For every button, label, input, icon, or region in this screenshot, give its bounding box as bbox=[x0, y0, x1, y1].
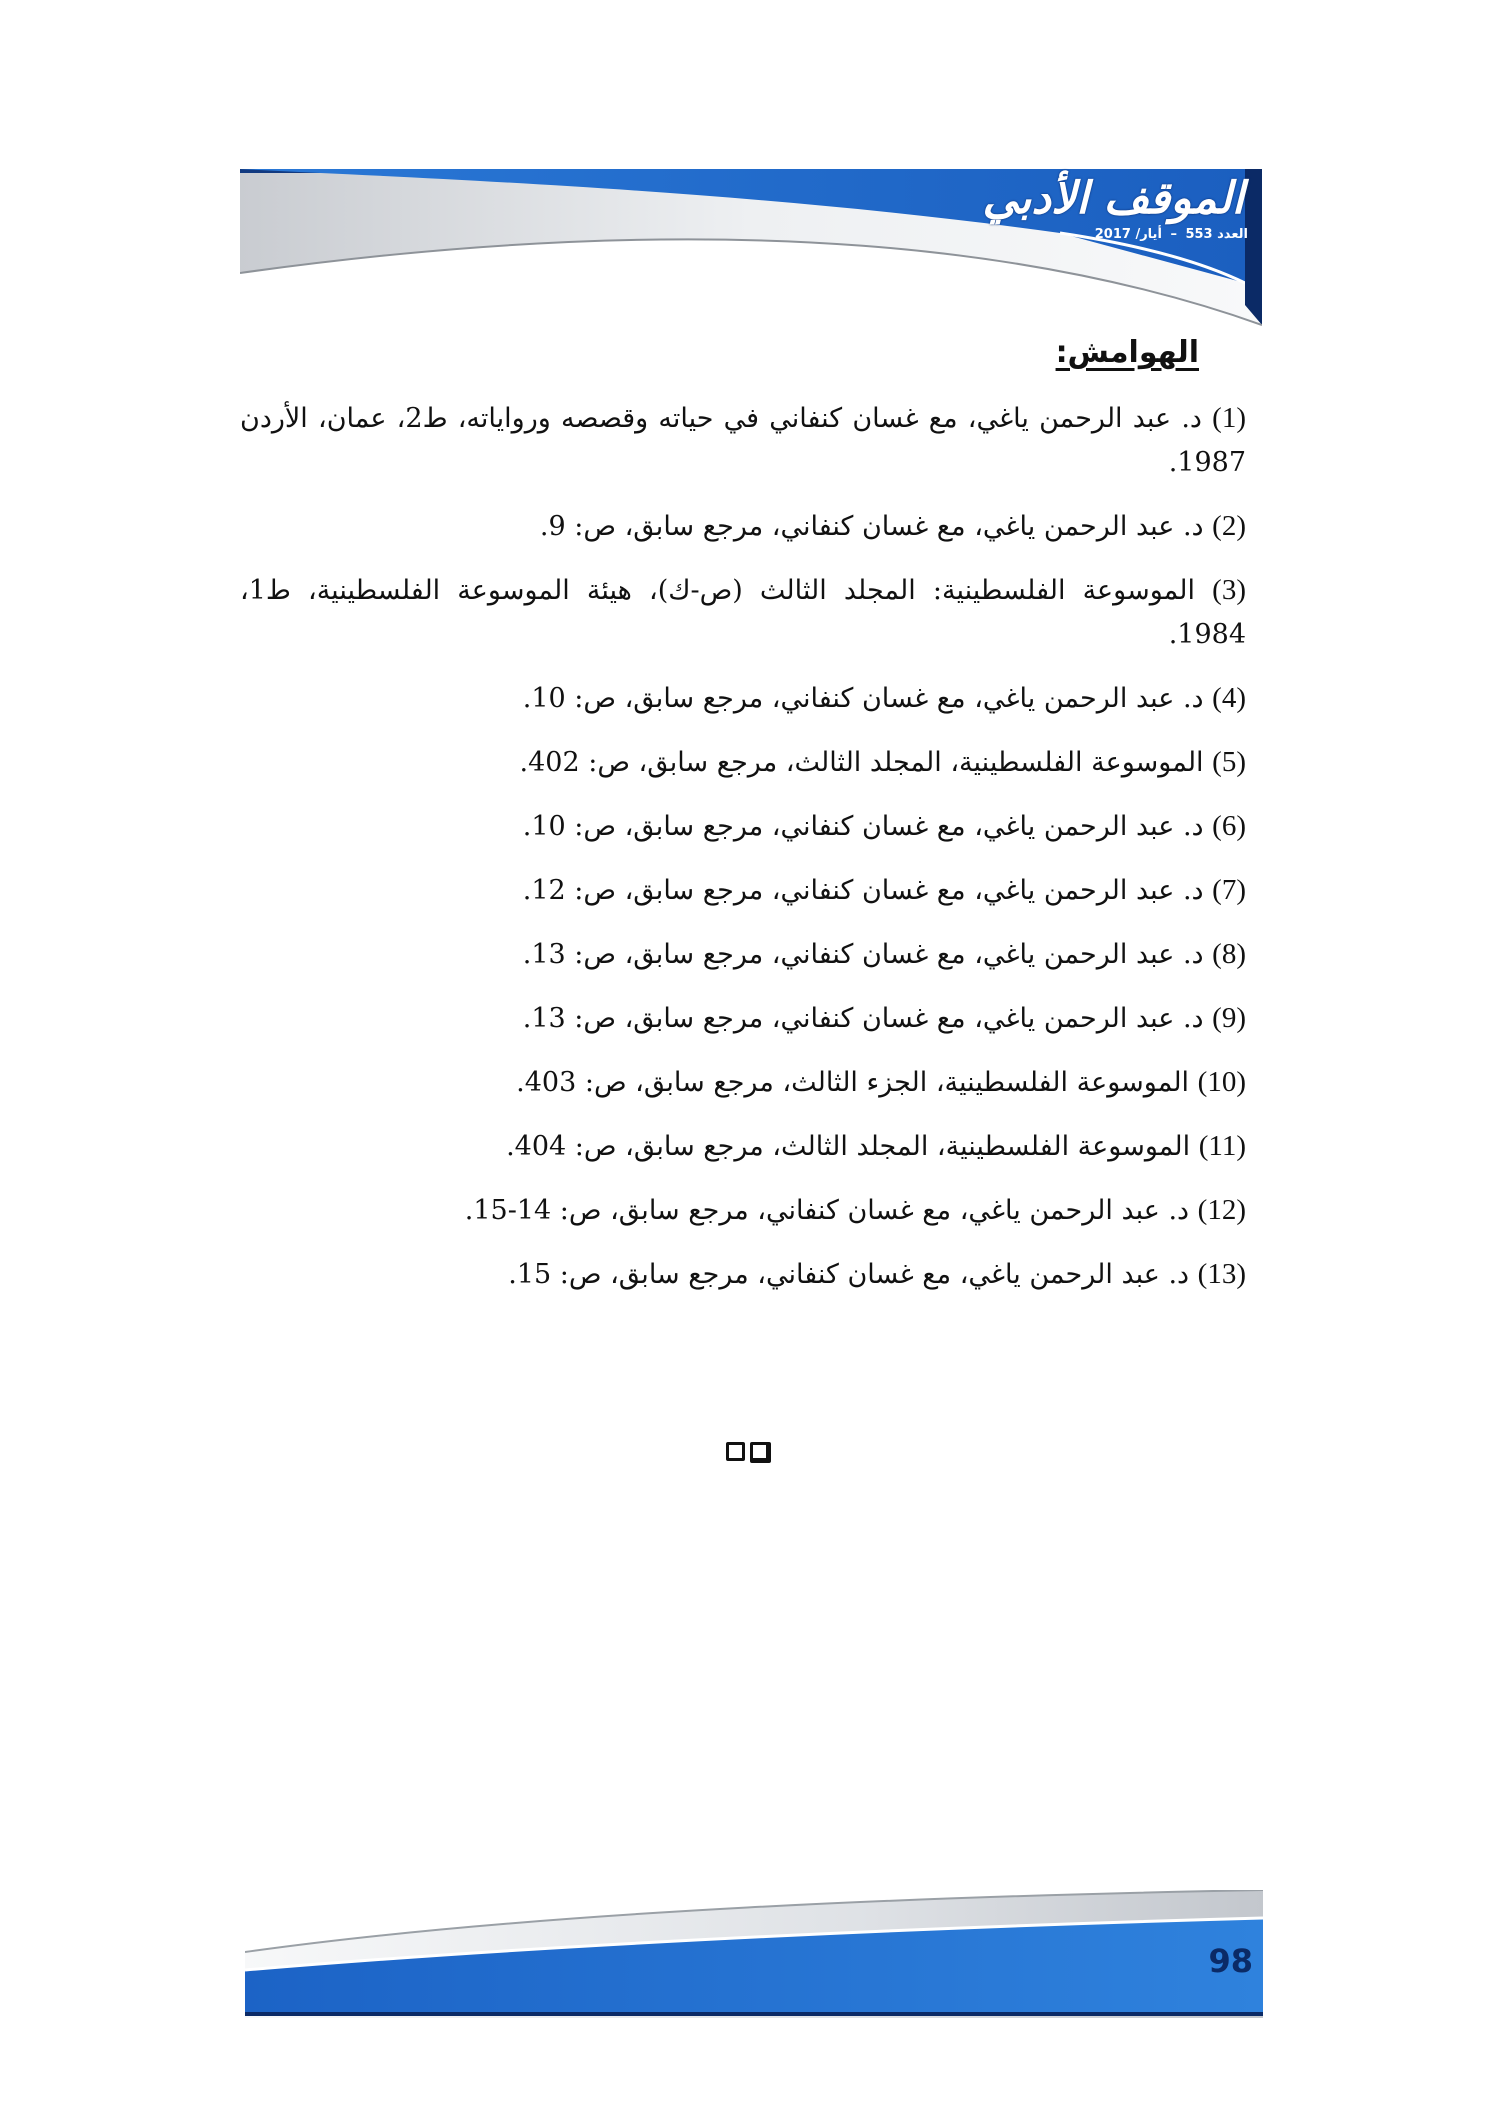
notes-heading: الهوامش: bbox=[1055, 335, 1199, 370]
footnote-text: د. عبد الرحمن ياغي، مع غسان كنفاني، مرجع سابق، ص: 9. bbox=[539, 511, 1204, 542]
footnote-text: د. عبد الرحمن ياغي، مع غسان كنفاني، مرجع سابق، ص: 15. bbox=[508, 1259, 1190, 1290]
footnote-number: (11) bbox=[1198, 1130, 1246, 1162]
footnote-text: د. عبد الرحمن ياغي، مع غسان كنفاني، مرجع سابق، ص: 13. bbox=[522, 939, 1204, 970]
footnote-text: الموسوعة الفلسطينية: المجلد الثالث (ص-ك)، هيئة الموسوعة الفلسطينية، ط1، 1984. bbox=[240, 575, 1246, 650]
page-footer bbox=[245, 1890, 1263, 2018]
double-square-icon bbox=[726, 1442, 771, 1463]
footnote-item bbox=[240, 396, 1246, 485]
footnote-number: (1) bbox=[1212, 402, 1246, 434]
footnote-number: (13) bbox=[1197, 1258, 1246, 1290]
footnote-item bbox=[240, 1060, 1246, 1105]
footnote-item bbox=[240, 1188, 1246, 1233]
footer-banner-graphic bbox=[245, 1890, 1263, 2018]
footnote-text: د. عبد الرحمن ياغي، مع غسان كنفاني، مرجع سابق، ص: 12. bbox=[522, 875, 1204, 906]
footnote-number: (5) bbox=[1212, 746, 1246, 778]
page-header bbox=[240, 165, 1262, 335]
footnote-text: د. عبد الرحمن ياغي، مع غسان كنفاني، مرجع سابق، ص: 10. bbox=[522, 683, 1204, 714]
footnote-number: (10) bbox=[1197, 1066, 1246, 1098]
issue-separator: – bbox=[1170, 227, 1177, 242]
footnote-number: (6) bbox=[1212, 810, 1246, 842]
issue-info bbox=[1091, 227, 1248, 242]
footnote-number: (7) bbox=[1212, 874, 1246, 906]
notes-list bbox=[240, 396, 1246, 1316]
footnote-item bbox=[240, 1124, 1246, 1169]
magazine-title: الموقف الأدبي bbox=[982, 173, 1244, 224]
issue-number: العدد 553 bbox=[1185, 227, 1248, 242]
issue-date: أيار/ 2017 bbox=[1094, 227, 1162, 242]
footnote-number: (9) bbox=[1212, 1002, 1246, 1034]
footnote-item bbox=[240, 568, 1246, 657]
footnote-item bbox=[240, 676, 1246, 721]
footnote-text: الموسوعة الفلسطينية، المجلد الثالث، مرجع سابق، ص: 402. bbox=[519, 747, 1204, 778]
footnote-item bbox=[240, 868, 1246, 913]
footnote-number: (12) bbox=[1197, 1194, 1246, 1226]
footnote-number: (3) bbox=[1212, 574, 1246, 606]
footnote-item bbox=[240, 504, 1246, 549]
footnote-item bbox=[240, 740, 1246, 785]
footnote-item bbox=[240, 932, 1246, 977]
footnote-text: د. عبد الرحمن ياغي، مع غسان كنفاني، مرجع سابق، ص: 13. bbox=[522, 1003, 1204, 1034]
footnote-text: د. عبد الرحمن ياغي، مع غسان كنفاني في حياته وقصصه ورواياته، ط2، عمان، الأردن 1987. bbox=[240, 403, 1246, 478]
footnote-text: د. عبد الرحمن ياغي، مع غسان كنفاني، مرجع سابق، ص: 10. bbox=[522, 811, 1204, 842]
page-number: 98 bbox=[1208, 1942, 1253, 1980]
footnote-number: (2) bbox=[1212, 510, 1246, 542]
footnote-item bbox=[240, 804, 1246, 849]
footnote-text: الموسوعة الفلسطينية، المجلد الثالث، مرجع سابق، ص: 404. bbox=[506, 1131, 1191, 1162]
footnote-number: (4) bbox=[1212, 682, 1246, 714]
footnote-number: (8) bbox=[1212, 938, 1246, 970]
footnote-text: الموسوعة الفلسطينية، الجزء الثالث، مرجع سابق، ص: 403. bbox=[516, 1067, 1190, 1098]
footnote-text: د. عبد الرحمن ياغي، مع غسان كنفاني، مرجع سابق، ص: 14-15. bbox=[464, 1195, 1190, 1226]
footnote-item bbox=[240, 1252, 1246, 1297]
footnote-item bbox=[240, 996, 1246, 1041]
